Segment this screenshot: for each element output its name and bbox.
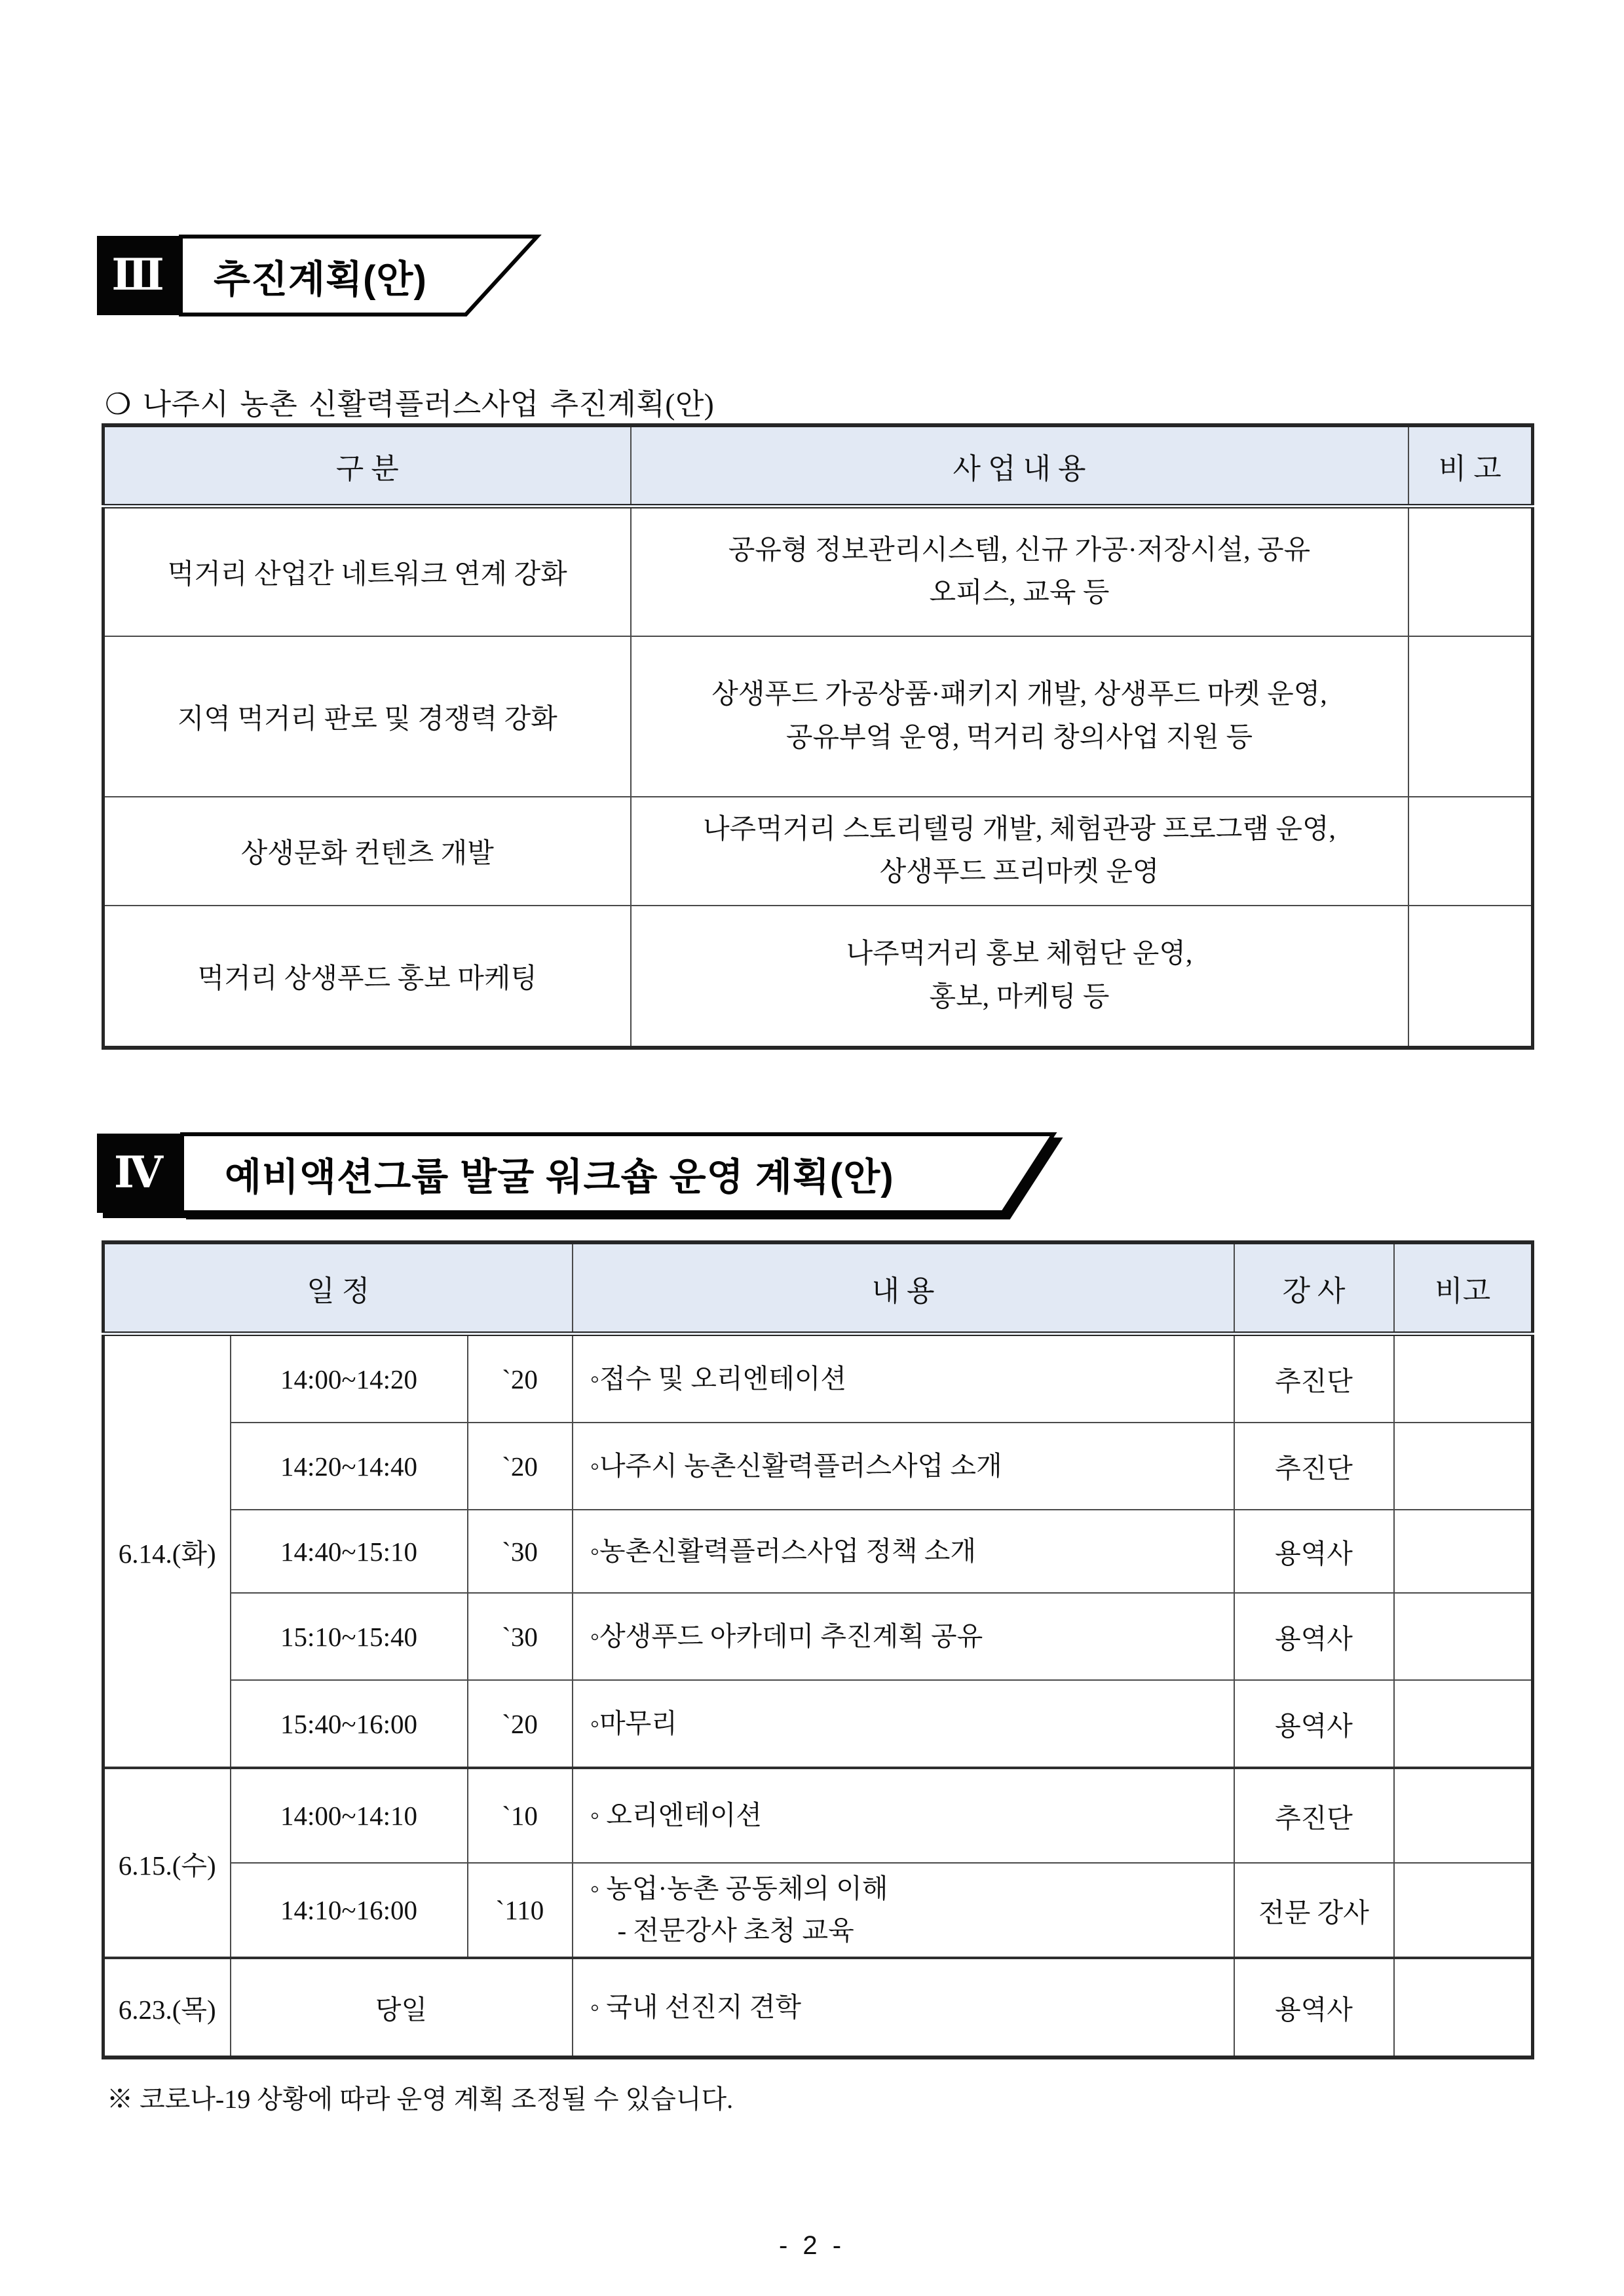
content-line: 상생푸드 프리마켓 운영 bbox=[879, 857, 1160, 887]
section-3-numeral: Ⅲ bbox=[111, 251, 164, 299]
page-number: - 2 - bbox=[778, 2231, 846, 2260]
session-duration: `20 bbox=[468, 1680, 573, 1768]
content-line: 나주먹거리 스토리텔링 개발, 체험관광 프로그램 운영, bbox=[702, 814, 1336, 845]
session-time: 당일 bbox=[231, 1958, 573, 2057]
table-row bbox=[104, 636, 1533, 797]
session-date: 6.15.(수) bbox=[104, 1768, 231, 1958]
table-row bbox=[104, 906, 1533, 1048]
section-3-number-box bbox=[97, 236, 179, 315]
content-line: ◦상생푸드 아카데미 추진계획 공유 bbox=[590, 1620, 983, 1651]
table-row bbox=[104, 1593, 1533, 1680]
session-note bbox=[1394, 1593, 1533, 1680]
table-row bbox=[104, 1958, 1533, 2057]
session-lecturer: 용역사 bbox=[1234, 1593, 1394, 1680]
content-line: ◦ 국내 선진지 견학 bbox=[590, 1991, 802, 2022]
table-row bbox=[104, 1510, 1533, 1593]
session-content bbox=[573, 1510, 1234, 1593]
plan-header-category: 구 분 bbox=[104, 425, 631, 507]
session-content bbox=[573, 1863, 1234, 1958]
content-line: - 전문강사 초청 교육 bbox=[617, 1915, 854, 1945]
section-4-banner bbox=[97, 1132, 1198, 1215]
content-line: 나주먹거리 홍보 체험단 운영, bbox=[846, 939, 1193, 970]
section-4-number-box bbox=[97, 1134, 180, 1213]
plan-row-note bbox=[1408, 797, 1533, 906]
session-time: 14:20~14:40 bbox=[231, 1423, 468, 1510]
session-duration: `10 bbox=[468, 1768, 573, 1863]
session-note bbox=[1394, 1958, 1533, 2057]
plan-row-category: 먹거리 산업간 네트워크 연계 강화 bbox=[104, 507, 631, 637]
content-line: 홍보, 마케팅 등 bbox=[929, 982, 1110, 1012]
plan-row-category: 먹거리 상생푸드 홍보 마케팅 bbox=[104, 906, 631, 1048]
table-row bbox=[104, 1768, 1533, 1863]
session-date: 6.23.(목) bbox=[104, 1958, 231, 2057]
content-line: 공유형 정보관리시스템, 신규 가공·저장시설, 공유 bbox=[728, 535, 1311, 565]
plan-row-category: 상생문화 컨텐츠 개발 bbox=[104, 797, 631, 906]
plan-header-content: 사 업 내 용 bbox=[631, 425, 1408, 507]
session-duration: `20 bbox=[468, 1423, 573, 1510]
session-content bbox=[573, 1423, 1234, 1510]
session-time: 14:00~14:10 bbox=[231, 1768, 468, 1863]
section-3-bullet: ❍ 나주시 농촌 신활력플러스사업 추진계획(안) bbox=[105, 388, 715, 421]
table-row bbox=[104, 1680, 1533, 1768]
session-time: 14:40~15:10 bbox=[231, 1510, 468, 1593]
session-content bbox=[573, 1334, 1234, 1423]
plan-row-content bbox=[631, 797, 1408, 906]
session-date: 6.14.(화) bbox=[104, 1334, 231, 1769]
session-note bbox=[1394, 1334, 1533, 1423]
content-line: ◦접수 및 오리엔테이션 bbox=[590, 1363, 846, 1394]
content-line: ◦농촌신활력플러스사업 정책 소개 bbox=[590, 1535, 977, 1566]
session-content bbox=[573, 1958, 1234, 2057]
section-3-banner bbox=[97, 235, 687, 317]
workshop-schedule-table bbox=[102, 1240, 1534, 2059]
session-lecturer: 추진단 bbox=[1234, 1768, 1394, 1863]
session-lecturer: 전문 강사 bbox=[1234, 1863, 1394, 1958]
session-time: 15:40~16:00 bbox=[231, 1680, 468, 1768]
content-line: 상생푸드 가공상품·패키지 개발, 상생푸드 마켓 운영, bbox=[711, 679, 1327, 710]
table-row bbox=[104, 1423, 1533, 1510]
session-note bbox=[1394, 1863, 1533, 1958]
session-note bbox=[1394, 1423, 1533, 1510]
session-duration: `20 bbox=[468, 1334, 573, 1423]
schedule-header-lecturer: 강 사 bbox=[1234, 1242, 1394, 1334]
table-row bbox=[104, 797, 1533, 906]
session-time: 14:00~14:20 bbox=[231, 1334, 468, 1423]
plan-row-note bbox=[1408, 507, 1533, 637]
session-time: 14:10~16:00 bbox=[231, 1863, 468, 1958]
session-note bbox=[1394, 1768, 1533, 1863]
plan-header-note: 비 고 bbox=[1408, 425, 1533, 507]
table-row bbox=[104, 507, 1533, 637]
session-duration: `30 bbox=[468, 1510, 573, 1593]
plan-row-category: 지역 먹거리 판로 및 경쟁력 강화 bbox=[104, 636, 631, 797]
session-note bbox=[1394, 1510, 1533, 1593]
session-duration: `30 bbox=[468, 1593, 573, 1680]
table-row bbox=[104, 1334, 1533, 1423]
plan-table-header-row bbox=[104, 425, 1533, 507]
covid-footnote: ※ 코로나-19 상황에 따라 운영 계획 조정될 수 있습니다. bbox=[107, 2084, 734, 2114]
session-lecturer: 용역사 bbox=[1234, 1510, 1394, 1593]
session-note bbox=[1394, 1680, 1533, 1768]
session-content bbox=[573, 1593, 1234, 1680]
content-line: ◦나주시 농촌신활력플러스사업 소개 bbox=[590, 1450, 1002, 1481]
content-line: ◦마무리 bbox=[590, 1708, 677, 1738]
plan-row-content bbox=[631, 636, 1408, 797]
schedule-header-note: 비고 bbox=[1394, 1242, 1533, 1334]
session-lecturer: 추진단 bbox=[1234, 1423, 1394, 1510]
plan-row-note bbox=[1408, 906, 1533, 1048]
session-time: 15:10~15:40 bbox=[231, 1593, 468, 1680]
plan-row-content bbox=[631, 507, 1408, 637]
session-lecturer: 용역사 bbox=[1234, 1680, 1394, 1768]
section-3-title: 추진계획(안) bbox=[214, 258, 427, 301]
section-4-title: 예비액션그룹 발굴 워크숍 운영 계획(안) bbox=[225, 1156, 894, 1198]
session-lecturer: 용역사 bbox=[1234, 1958, 1394, 2057]
session-content bbox=[573, 1768, 1234, 1863]
section-4-numeral: Ⅳ bbox=[114, 1149, 163, 1197]
plan-table bbox=[102, 423, 1534, 1050]
schedule-header-date: 일 정 bbox=[104, 1242, 573, 1334]
session-content bbox=[573, 1680, 1234, 1768]
content-line: ◦ 농업·농촌 공동체의 이해 bbox=[590, 1873, 888, 1904]
content-line: ◦ 오리엔테이션 bbox=[590, 1800, 762, 1831]
table-row bbox=[104, 1863, 1533, 1958]
plan-row-note bbox=[1408, 636, 1533, 797]
session-duration: `110 bbox=[468, 1863, 573, 1958]
schedule-header-row bbox=[104, 1242, 1533, 1334]
session-lecturer: 추진단 bbox=[1234, 1334, 1394, 1423]
plan-row-content bbox=[631, 906, 1408, 1048]
content-line: 공유부엌 운영, 먹거리 창의사업 지원 등 bbox=[785, 722, 1253, 753]
schedule-header-content: 내 용 bbox=[573, 1242, 1234, 1334]
content-line: 오피스, 교육 등 bbox=[929, 578, 1110, 608]
